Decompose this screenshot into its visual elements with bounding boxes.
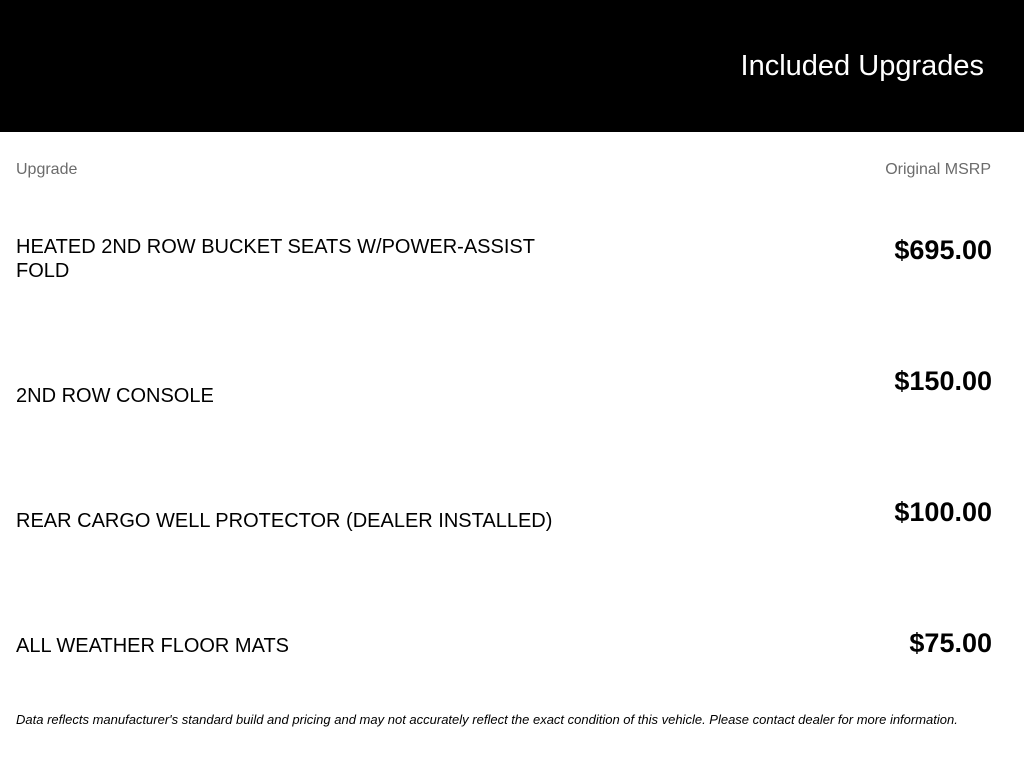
- upgrade-price: $100.00: [894, 497, 992, 527]
- upgrade-name: 2ND ROW CONSOLE: [16, 385, 214, 407]
- upgrade-price: $75.00: [909, 628, 992, 658]
- page-title: Included Upgrades: [740, 50, 984, 82]
- upgrade-name: REAR CARGO WELL PROTECTOR (DEALER INSTALLED): [16, 510, 553, 532]
- upgrade-name: ALL WEATHER FLOOR MATS: [16, 635, 289, 657]
- upgrade-price: $695.00: [894, 235, 992, 265]
- disclaimer-footnote: Data reflects manufacturer's standard build and pricing and may not accurately reflect the exact condition of this vehicle. Please contact dealer for more information.: [16, 712, 958, 727]
- header-bar: [0, 0, 1024, 132]
- column-header-upgrade: Upgrade: [16, 161, 78, 178]
- upgrade-price: $150.00: [894, 366, 992, 396]
- upgrade-name: HEATED 2ND ROW BUCKET SEATS W/POWER-ASSIST FOLD: [16, 236, 535, 282]
- column-header-msrp: Original MSRP: [885, 161, 991, 178]
